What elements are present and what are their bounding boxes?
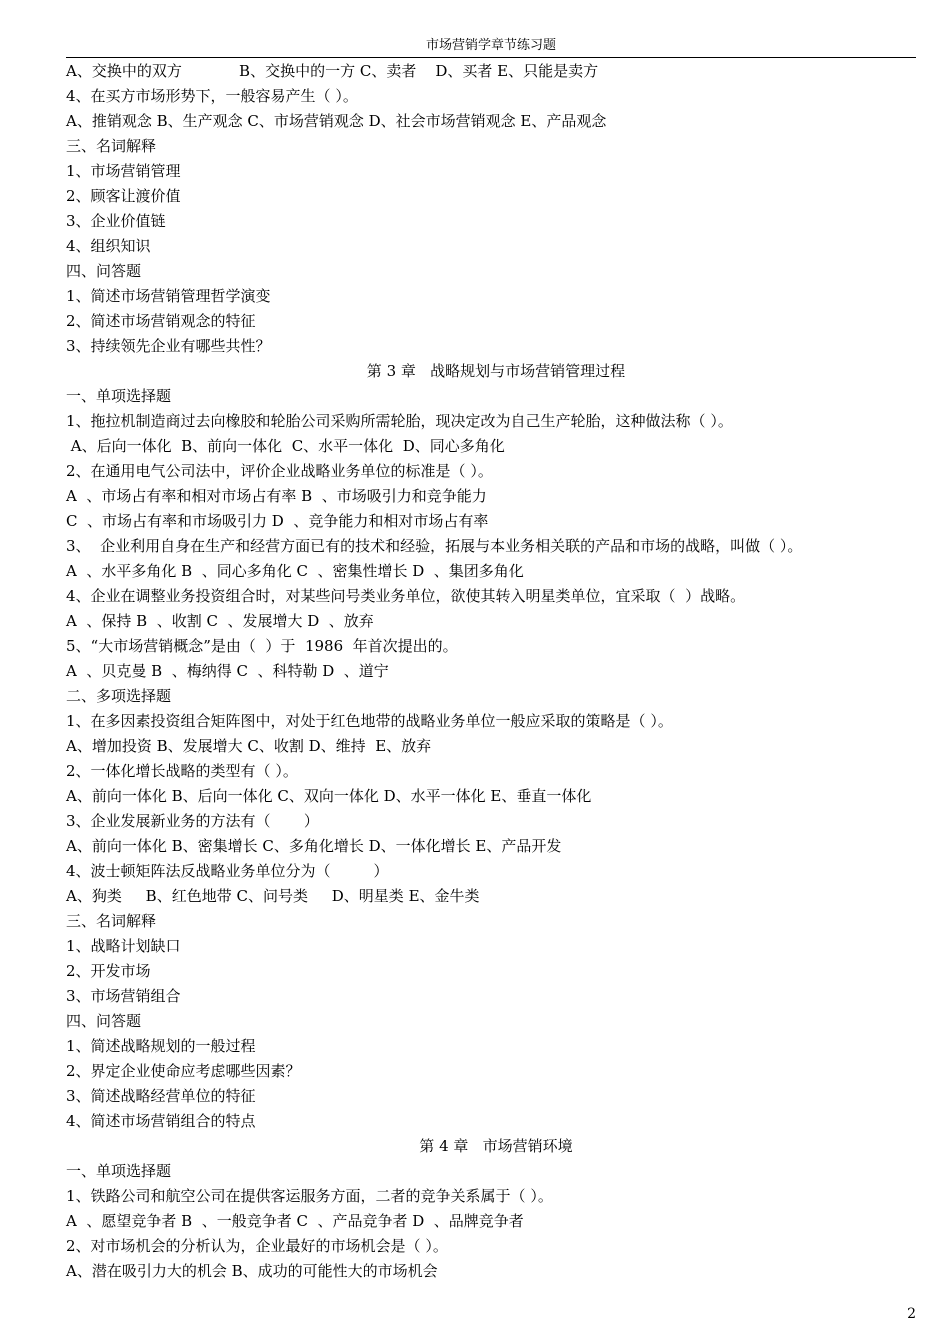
text-line: 4、组织知识 [66,237,151,255]
text-line: 3、企业发展新业务的方法有（ ） [66,812,319,830]
text-line: A、狗类 B、红色地带 C、问号类 D、明星类 E、金牛类 [66,887,480,905]
text-line: 4、企业在调整业务投资组合时，对某些问号类业务单位，欲使其转入明星类单位，宜采取（ ）战略。 [66,587,746,605]
text-line: 4、简述市场营销组合的特点 [66,1112,256,1130]
text-line: 一、单项选择题 [66,387,172,405]
text-line: 1、拖拉机制造商过去向橡胶和轮胎公司采购所需轮胎，现决定改为自己生产轮胎，这种做法称（ ）。 [66,412,733,430]
text-line: A 、水平多角化 B 、同心多角化 C 、密集性增长 D 、集团多角化 [66,562,524,580]
chapter-heading: 第 4 章 市场营销环境 [419,1137,573,1155]
text-line: 3、市场营销组合 [66,987,181,1005]
text-line: 3、企业价值链 [66,212,166,230]
text-line: 二、多项选择题 [66,687,172,705]
text-line: 三、名词解释 [66,137,157,155]
text-line: 1、市场营销管理 [66,162,181,180]
text-line: 3、持续领先企业有哪些共性？ [66,337,271,355]
text-line: 5、“大市场营销概念”是由（ ）于 1986 年首次提出的。 [66,637,458,655]
text-line: 1、战略计划缺口 [66,937,181,955]
text-line: 2、顾客让渡价值 [66,187,181,205]
text-line: A、增加投资 B、发展增大 C、收割 D、维持 E、放弃 [66,737,432,755]
text-line: A、前向一体化 B、密集增长 C、多角化增长 D、一体化增长 E、产品开发 [66,837,562,855]
text-line: A、后向一体化 B、前向一体化 C、水平一体化 D、同心多角化 [66,437,505,455]
text-line: 2、一体化增长战略的类型有（ ）。 [66,762,298,780]
text-line: A 、市场占有率和相对市场占有率 B 、市场吸引力和竞争能力 [66,487,487,505]
chapter-heading: 第 3 章 战略规划与市场营销管理过程 [366,362,626,380]
text-line: 三、名词解释 [66,912,157,930]
text-line: 1、简述市场营销管理哲学演变 [66,287,271,305]
text-line: C 、市场占有率和市场吸引力 D 、竞争能力和相对市场占有率 [66,512,489,530]
text-line: 2、开发市场 [66,962,151,980]
document-body [66,59,926,1284]
text-line: A、推销观念 B、生产观念 C、市场营销观念 D、社会市场营销观念 E、产品观念 [66,112,607,130]
text-line: 2、对市场机会的分析认为，企业最好的市场机会是（ ）。 [66,1237,448,1255]
text-line: A、潜在吸引力大的机会 B、成功的可能性大的市场机会 [66,1262,438,1280]
header-title: 市场营销学章节练习题 [425,38,556,53]
text-line: 2、在通用电气公司法中，评价企业战略业务单位的标准是（ ）。 [66,462,493,480]
text-line: 3、简述战略经营单位的特征 [66,1087,256,1105]
text-line: A 、愿望竞争者 B 、一般竞争者 C 、产品竞争者 D 、品牌竞争者 [66,1212,524,1230]
text-line: 3、 企业利用自身在生产和经营方面已有的技术和经验，拓展与本业务相关联的产品和市场的战略，叫做（ ）。 [66,537,803,555]
text-line: 四、问答题 [66,262,142,280]
page-header [66,36,916,58]
text-line: 四、问答题 [66,1012,142,1030]
text-line: 1、铁路公司和航空公司在提供客运服务方面，二者的竞争关系属于（ ）。 [66,1187,553,1205]
text-line: 1、简述战略规划的一般过程 [66,1037,256,1055]
text-line: A、交换中的双方 B、交换中的一方 C、卖者 D、买者 E、只能是卖方 [66,62,599,80]
text-line: 4、在买方市场形势下，一般容易产生（ ）。 [66,87,358,105]
text-line: A 、贝克曼 B 、梅纳得 C 、科特勒 D 、道宁 [66,662,389,680]
text-line: 2、界定企业使命应考虑哪些因素？ [66,1062,301,1080]
text-line: 1、在多因素投资组合矩阵图中，对处于红色地带的战略业务单位一般应采取的策略是（ ）。 [66,712,673,730]
text-line: 2、简述市场营销观念的特征 [66,312,256,330]
page-number: 2 [907,1306,916,1322]
text-line: A、前向一体化 B、后向一体化 C、双向一体化 D、水平一体化 E、垂直一体化 [66,787,592,805]
text-line: 一、单项选择题 [66,1162,172,1180]
text-line: A 、保持 B 、收割 C 、发展增大 D 、放弃 [66,612,374,630]
text-line: 4、波士顿矩阵法反战略业务单位分为（ ） [66,862,389,880]
